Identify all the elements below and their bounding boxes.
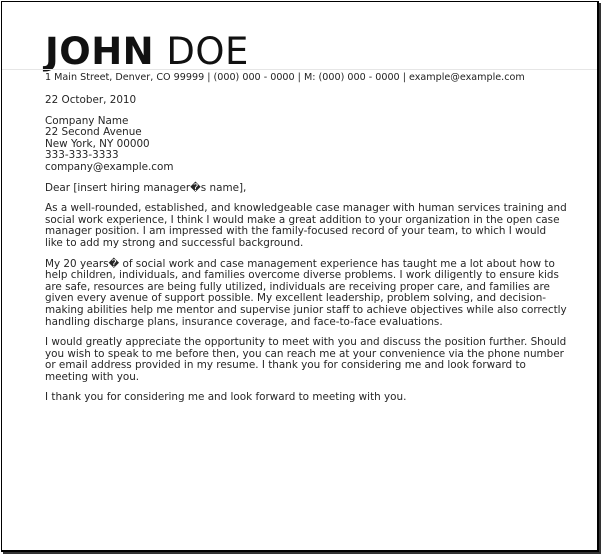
paragraph-closing: I thank you for considering me and look forward to meeting with you. xyxy=(45,391,407,404)
sender-name xyxy=(45,32,249,72)
header-divider xyxy=(2,69,597,70)
letter-date: 22 October, 2010 xyxy=(45,94,137,106)
paragraph-intro: As a well-rounded, established, and knowledgeable case manager with human services training and social work experience, I think I would make a great addition to your organization in the open case manager position. I am impressed with the family-focused record of your team, to which I would like to add my strong and successful background. xyxy=(45,202,567,249)
recipient-company: Company Name xyxy=(45,114,129,127)
sender-contact-line: 1 Main Street, Denver, CO 99999 | (000) 000 - 0000 | M: (000) 000 - 0000 | example@example.com xyxy=(45,72,525,83)
recipient-phone: 333-333-3333 xyxy=(45,149,119,162)
sender-last-name: DOE xyxy=(166,30,249,73)
recipient-street: 22 Second Avenue xyxy=(45,126,142,139)
letter-page xyxy=(1,1,599,552)
paragraph-experience: My 20 years� of social work and case management experience has taught me a lot about how to help children, individuals, and families overcome diverse problems. I work diligently to ensure kids are safe, resources are being fully utilized, individuals are receiving proper care, and families are given every avenue of support possible. My excellent leadership, problem solving, and decision-making abilities help me mentor and supervise junior staff to achieve objectives while also correctly handling discharge plans, insurance coverage, and face-to-face evaluations. xyxy=(45,257,567,328)
recipient-address xyxy=(45,116,567,174)
recipient-email: company@example.com xyxy=(45,160,174,173)
paragraph-meeting: I would greatly appreciate the opportunity to meet with you and discuss the position further. Should you wish to speak to me before then, you can reach me at your convenience via the phone number or email address provided in my resume. I thank you for considering me and look forward to meeting with you. xyxy=(45,336,567,383)
recipient-city: New York, NY 00000 xyxy=(45,137,150,150)
letter-body xyxy=(45,95,567,413)
sender-first-name: JOHN xyxy=(45,30,155,73)
salutation: Dear [insert hiring manager�s name], xyxy=(45,181,247,194)
